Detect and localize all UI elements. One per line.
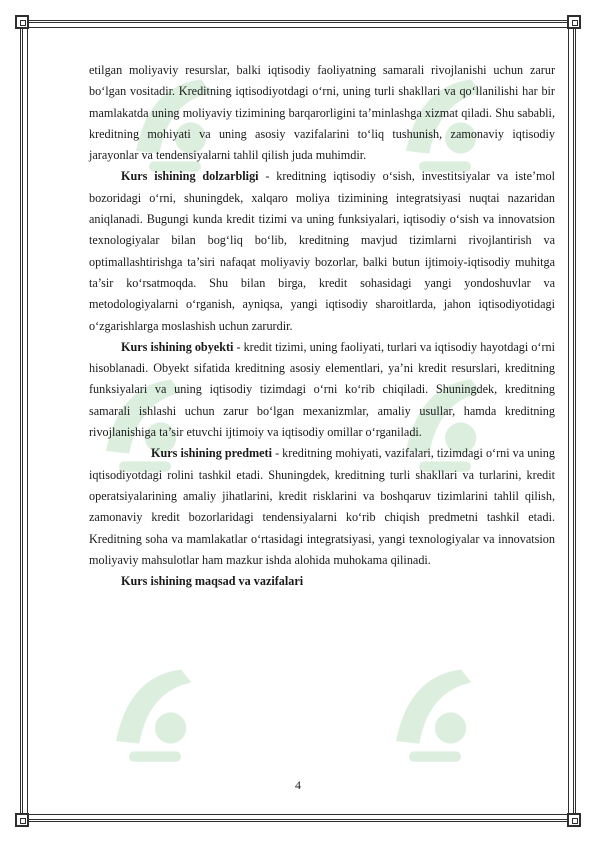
corner-ornament-icon: [567, 813, 581, 827]
document-body: [89, 60, 555, 592]
paragraph-subject: [89, 443, 555, 571]
paragraph-text: - kreditning iqtisodiy o‘sish, investitsiyalar va iste’mol bozoridagi o‘rni, shuningdek, xalqaro moliya tizimining integratsiyasi nuqtai nazaridan aniqlanadi. Bugungi kunda kredit tizimi va uning funksiyalari, iqtisodiy o‘sish va innovatsion texnologiyalar bilan bog‘liq bo‘lib, kreditning mavjud tizimlarni rivojlantirish va optimallashtirishga ta’siri nafaqat moliyaviy bozorlar, balki butun ijtimoiy-iqtisodiy muhitga ta’sir ko‘rsatmoqda. Shu bilan birga, kredit sohasidagi yangi yondoshuvlar va metodologiyalarni o‘rganish, ayniqsa, yangi iqtisodiy sharoitlarda, jahon iqtisodiyotidagi o‘zgarishlarga moslashish uchun zarurdir.: [89, 169, 555, 333]
page-number: 4: [295, 778, 301, 792]
paragraph-term: Kurs ishining dolzarbligi: [121, 169, 259, 184]
corner-ornament-icon: [15, 15, 29, 29]
paragraph-object: [89, 337, 555, 443]
paragraph-text: - kredit tizimi, uning faoliyati, turlari va iqtisodiy hayotdagi o‘rni hisoblanadi. Obyekt sifatida kreditning asosiy elementlari, ya’ni kredit resurslari, kreditning funksiyalari va uning iqtisodiy tizimdagi o‘rni ko‘rib chiqiladi. Shuningdek, kreditning samarali ishlashi uchun zarur bo‘lgan mexanizmlar, amaliy usullar, hamda kreditning rivojlanishiga ta’sir etuvchi ijtimoiy va iqtisodiy omillar o‘rganiladi.: [89, 339, 555, 440]
paragraph-text: etilgan moliyaviy resurslar, balki iqtisodiy faoliyatning samarali rivojlanishi uchun zarur bo‘lgan vositadir. Kreditning iqtisodiyotdagi o‘rni, uning turli shakllari va qo‘llanilishi har bir mamlakatda uning moliyaviy tizimining barqarorligini ta’minlashga xizmat qiladi. Shu sababli, kreditning mohiyati va uning asosiy vazifalarini to‘liq tushunish, zamonaviy iqtisodiy jarayonlar va tendensiyalarni tahlil qilish juda muhimdir.: [89, 63, 555, 163]
corner-ornament-icon: [15, 813, 29, 827]
corner-ornament-icon: [567, 15, 581, 29]
paragraph-term: Kurs ishining obyekti: [121, 339, 234, 354]
paragraph-intro-continuation: [89, 60, 555, 166]
paragraph-term: Kurs ishining predmeti: [151, 446, 273, 461]
paragraph-text: - kreditning mohiyati, vazifalari, tizimdagi o‘rni va uning iqtisodiyotdagi rolini tashkil etadi. Shuningdek, kreditning turli shakllari va turlarini, kredit operatsiyalarining amaliy jihatlarini, kredit risklarini va boshqaruv tizimlarini tahlil qilish, zamonaviy kredit bozorlaridagi tendensiyalarni ko‘rib chiqish predmetni tashkil etadi. Kreditning soha va mamlakatlar o‘rtasidagi integratsiyasi, yangi texnologiyalar va innovatsion moliyaviy mahsulotlar ham mazkur ishda alohida muhokama qilinadi.: [89, 446, 555, 567]
section-heading: Kurs ishining maqsad va vazifalari: [121, 574, 304, 589]
paragraph-relevance: [89, 166, 555, 336]
